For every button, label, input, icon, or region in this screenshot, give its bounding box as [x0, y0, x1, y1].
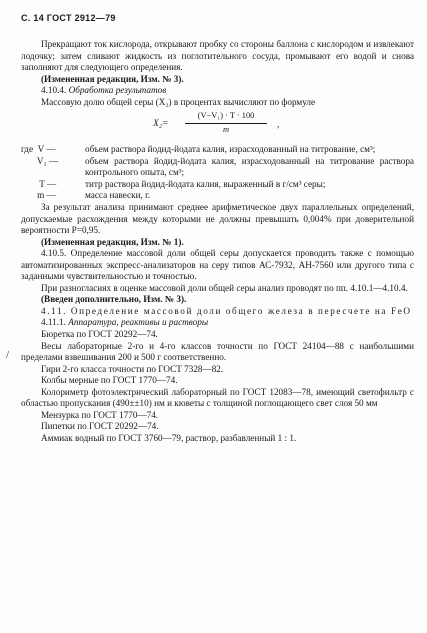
list-item: Гири 2-го класса точности по ГОСТ 7328—82. [41, 363, 224, 374]
section-4-11-title: 4.11. Определение массовой доли общего железа в пересчете на FeO [41, 305, 412, 316]
section-title: Аппаратура, реактивы и растворы [68, 317, 209, 328]
margin-mark: / [6, 349, 10, 361]
section-title: Обработка результатов [68, 85, 167, 96]
paragraph-4-10-5: 4.10.5. Определение массовой доли общей серы допускается проводить также с помощью автоматизированных экспресс-анализаторов на серу типов АС-7932, АН-7560 или другого типа с заданными чувствительностью и точностью. [21, 248, 414, 282]
section-number: 4.10.4. [41, 85, 67, 96]
formula-numerator: (V−V₁) · T · 100 [185, 110, 267, 124]
formula-lhs: X₂= [153, 119, 169, 130]
paragraph-oxygen: Прекращают ток кислорода, открывают пробку со стороны баллона с кислородом и извлекают лодочку; затем сливают жидкость из поглотительного сосуда, промывают его водой и снова заполняют для следующего определения. [21, 39, 414, 73]
document-page [21, 13, 414, 445]
definition-symbol: V₁ — [21, 155, 59, 166]
paragraph-result: За результат анализа принимают среднее арифметическое двух параллельных определений, допускаемые расхождения между которыми не должны превышать 0,004% при доверительной вероятности P=0,95. [21, 202, 414, 236]
list-item: Бюретка по ГОСТ 20292—74. [41, 329, 158, 340]
paragraph-formula-intro: Массовую долю общей серы (X₂) в процентах вычисляют по формуле [41, 96, 316, 107]
definition-text: титр раствора йодид-йодата калия, выраженный в г/см³ серы; [85, 178, 326, 189]
definition-row [21, 179, 414, 191]
definition-text: масса навески, г. [85, 190, 151, 201]
variable-definitions [21, 144, 414, 202]
list-item: Весы лабораторные 2-го и 4-го классов точности по ГОСТ 24104—88 с наибольшими пределами взвешивания 200 и 500 г соответственно. [21, 340, 414, 363]
definition-symbol: где V — [21, 144, 56, 155]
definition-symbol: m — [21, 190, 56, 201]
revision-note-2: (Измененная редакция, Изм. № 1). [41, 236, 184, 247]
definition-row [21, 144, 414, 156]
definition-row [21, 190, 414, 202]
section-4-11-1 [21, 317, 414, 329]
revision-note-1: (Измененная редакция, Изм. № 3). [41, 73, 184, 84]
formula-denominator: m [222, 124, 230, 134]
revision-note-3: (Введен дополнительно, Изм. № 3). [41, 294, 187, 305]
formula-comma: , [277, 119, 280, 130]
list-item: Пипетки по ГОСТ 20292—74. [41, 421, 159, 432]
definition-text: объем раствора йодид-йодата калия, израсходованный на титрование раствора контрольного опыта, см³; [85, 155, 414, 178]
section-number: 4.11.1. [41, 317, 66, 328]
list-item: Мензурка по ГОСТ 1770—74. [41, 409, 159, 420]
section-4-10-4 [21, 85, 414, 97]
definition-text: объем раствора йодид-йодата калия, израсходованный на титрование, см³; [85, 144, 376, 155]
list-item: Колбы мерные по ГОСТ 1770—74. [41, 375, 178, 386]
definition-row [21, 156, 414, 179]
list-item: Колориметр фотоэлектрический лабораторный по ГОСТ 12083—78, имеющий светофильтр с областью пропускания (490±±10) нм и кюветы с толщиной поглощающего свет слоя 50 мм [21, 386, 414, 409]
page-header: С. 14 ГОСТ 2912—79 [21, 13, 116, 23]
list-item: Аммиак водный по ГОСТ 3760—79, раствор, разбавленный 1 : 1. [41, 432, 297, 443]
paragraph-disagreement: При разногласиях в оценке массовой доли общей серы анализ проводят по пп. 4.10.1—4.10.4. [41, 282, 408, 293]
formula-fraction [185, 110, 267, 135]
definition-symbol: T — [21, 178, 57, 189]
formula [21, 108, 414, 143]
